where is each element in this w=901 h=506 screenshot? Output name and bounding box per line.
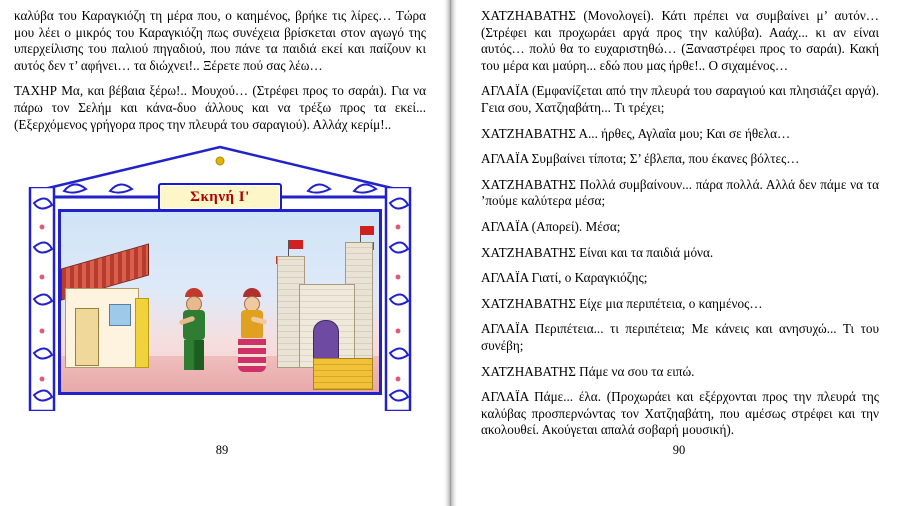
castle-stairs <box>313 358 373 390</box>
right-column-svg <box>380 187 416 411</box>
paragraph: ΤΑΧΗΡ Μα, και βέβαια ξέρω!.. Μουχού… (Στρέφει προς το σαράι). Για να πάρω τον Σελήμ και κάνα-δυο άλλους και να τρέξω προς τα εκεί... (Εξερχόμενος γρήγορα προς την πλευρά του σαραγιού). Αλλάχ κερίμ!.. <box>14 83 426 132</box>
stage-picture <box>58 209 382 395</box>
paragraph: ΑΓΛΑΪΑ Συμβαίνει τίποτα; Σ’ έβλεπα, που έκανες βόλτες… <box>481 151 800 167</box>
page-number: 89 <box>215 443 229 457</box>
figure-karagiozis <box>179 288 209 374</box>
left-column-svg <box>24 187 60 411</box>
paragraph: ΧΑΤΖΗΑΒΑΤΗΣ Είχε μια περιπέτεια, ο καημένος… <box>481 295 763 311</box>
frame-body <box>24 187 416 411</box>
paragraph: ΧΑΤΖΗΑΒΑΤΗΣ Πολλά συμβαίνουν... πάρα πολλά. Αλλά δεν πάμε να τα ’πούμε καλύτερα μέσα; <box>481 176 879 209</box>
paragraph: ΑΓΛΑΪΑ (Εμφανίζεται από την πλευρά του σαραγιού και πλησιάζει αργά). Γεια σου, Χατζηαβάτη... Τι τρέχει; <box>481 83 879 115</box>
paragraph: ΧΑΤΖΗΑΒΑΤΗΣ Πάμε να σου τα ειπώ. <box>481 363 695 379</box>
flag-left <box>289 240 303 249</box>
right-page <box>457 0 901 506</box>
paragraph: ΑΓΛΑΪΑ (Απορεί). Μέσα; <box>481 218 621 234</box>
hut-window <box>109 304 131 326</box>
figure-torso <box>183 310 205 340</box>
figure-legs <box>238 338 266 372</box>
serail-castle <box>277 232 373 366</box>
scene-title-plate <box>158 183 282 211</box>
paragraph: ΑΓΛΑΪΑ Πάμε... έλα. (Προχωράει και εξέρχονται προς την πλευρά της καλύβας προσπερνώντας τον Χατζηαβάτη, που αμέσως στρέφει και την ακολουθεί. Ακούγεται απαλά σοβαρή μουσική). <box>481 389 879 438</box>
hut-post <box>135 298 149 368</box>
hut-door <box>75 308 99 366</box>
paragraph: καλύβα του Καραγκιόζη τη μέρα που, ο καημένος, βρήκε τις λίρες… Τώρα μου λέει ο μικρός του Καραγκιόζη πως συνέχεια βρίσκεται στον αγωγό της υπερχείλισης του παλιού πηγαδιού, που πάνε τα παιδιά εκεί και παίζουν κι αυτός δεν τ’ αφήνει… τα διώχνει!.. Ξέρετε πού σας λέω… <box>14 8 426 73</box>
theatre-frame <box>24 143 416 411</box>
figure-legs <box>184 340 204 370</box>
paragraph: ΧΑΤΖΗΑΒΑΤΗΣ (Μονολογεί). Κάτι πρέπει να συμβαίνει μ’ αυτόν… (Στρέφει και προχωράει αργά προς την καλύβα). Ααάχ... κι αν είναι αυτός… πολύ θα το ευχαριστηθώ… (Ξαναστρέφει προς το σαράι). Κακή του μέρα και μαύρη... εδώ που μας ήρθε!.. Ο σιχαμένος… <box>481 8 879 73</box>
left-column-ornament <box>24 187 60 411</box>
book-gutter <box>444 0 457 506</box>
right-column-ornament <box>380 187 416 411</box>
figure-aglaia <box>237 288 267 374</box>
left-page <box>0 0 444 506</box>
page-number: 90 <box>672 443 686 457</box>
illustration <box>24 143 416 411</box>
paragraph: ΑΓΛΑΪΑ Περιπέτεια... τι περιπέτεια; Με κάνεις και ανησυχώ... Τι του συνέβη; <box>481 321 879 353</box>
paragraph: ΧΑΤΖΗΑΒΑΤΗΣ Είναι και τα παιδιά μόνα. <box>481 244 714 260</box>
paragraph: ΑΓΛΑΪΑ Γιατί, ο Καραγκιόζης; <box>481 270 648 286</box>
paragraph: ΧΑΤΖΗΑΒΑΤΗΣ Α... ήρθες, Αγλαΐα μου; Και σε ήθελα… <box>481 125 791 141</box>
figure-torso <box>241 310 263 340</box>
flag-right <box>360 226 374 235</box>
scene-title-text: Σκηνή Ι' <box>190 188 250 205</box>
